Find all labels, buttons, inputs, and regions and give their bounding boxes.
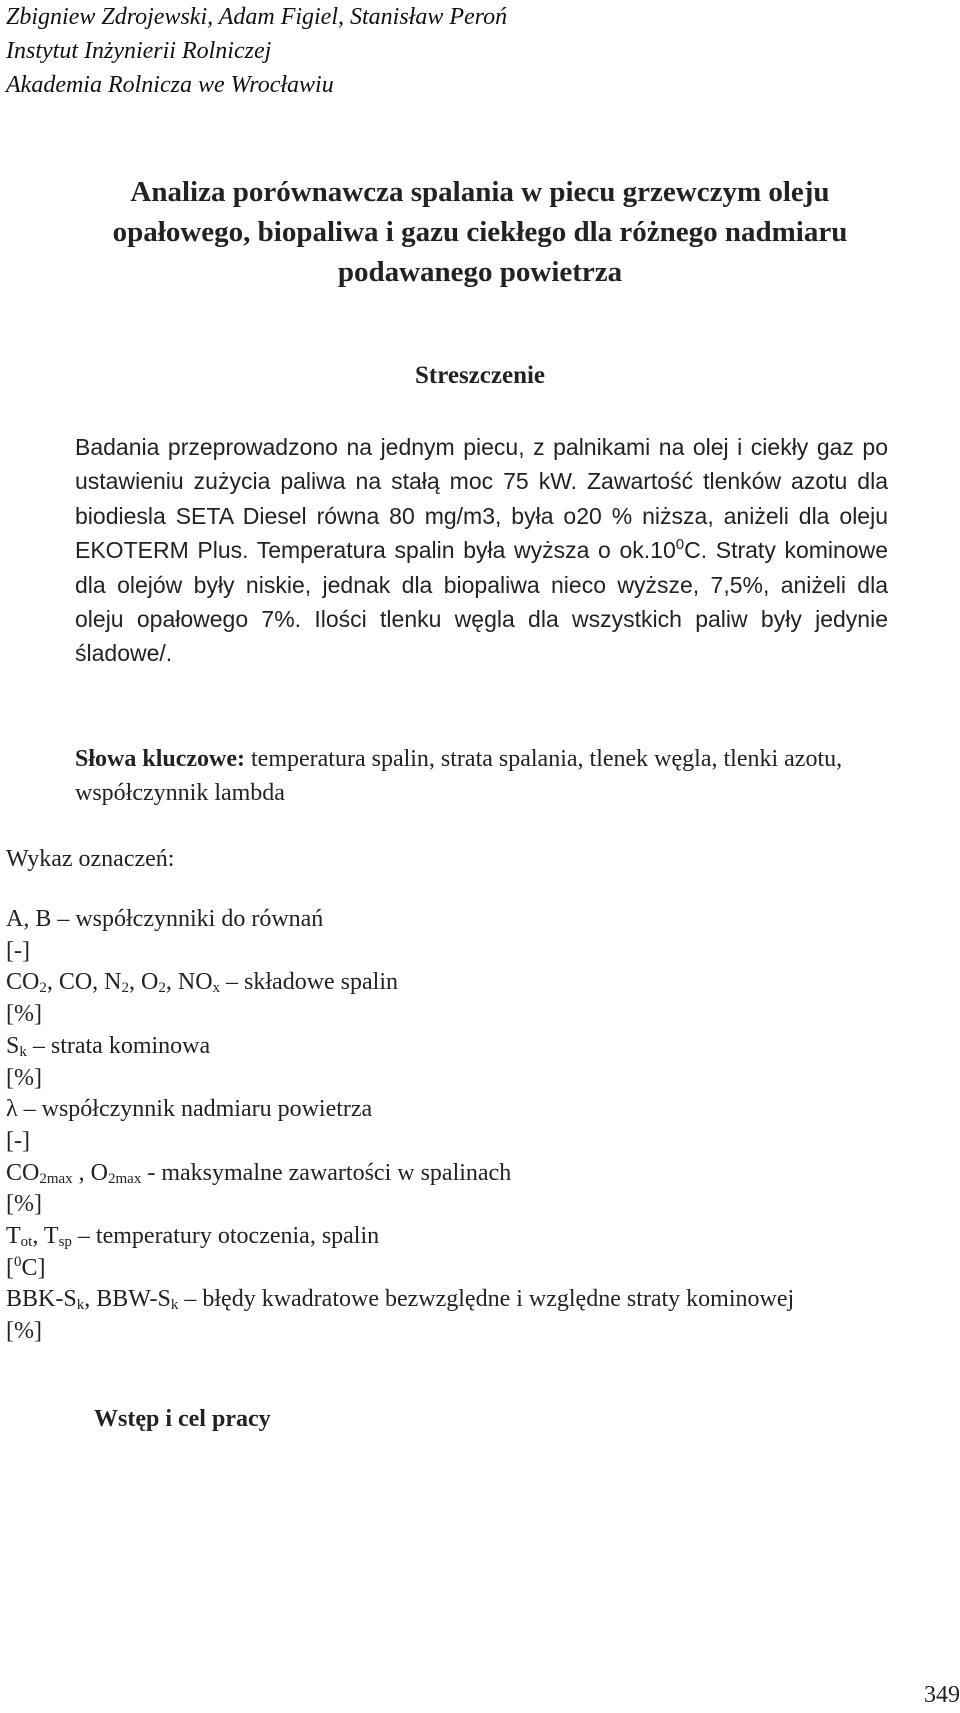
keywords-label: Słowa kluczowe: bbox=[75, 746, 245, 772]
symbol-unit: [-] bbox=[6, 1127, 30, 1154]
subscript: 2max bbox=[108, 1170, 142, 1187]
symbol-description: – temperatury otoczenia, spalin bbox=[71, 1223, 380, 1250]
symbol-unit: [%] bbox=[6, 1001, 42, 1028]
section-heading: Wstęp i cel pracy bbox=[94, 1406, 271, 1432]
subscript: 2 bbox=[39, 980, 47, 997]
symbol-text: A, B – współczynniki do równań bbox=[6, 906, 324, 932]
symbol-description: - maksymalne zawartości w spalinach bbox=[141, 1159, 512, 1186]
symbol-row bbox=[6, 1284, 956, 1316]
symbol-description: – strata kominowa bbox=[26, 1032, 211, 1059]
symbol-row bbox=[6, 1094, 956, 1126]
subscript: k bbox=[76, 1297, 85, 1314]
symbol-text: , CO, N bbox=[46, 969, 122, 996]
subscript: sp bbox=[58, 1234, 72, 1251]
symbol-text: S bbox=[6, 1032, 20, 1059]
subscript: 2 bbox=[121, 980, 130, 997]
subscript: k bbox=[170, 1297, 179, 1314]
abstract-text bbox=[75, 430, 888, 671]
symbol-unit: [%] bbox=[6, 1064, 42, 1091]
symbol-text: , T bbox=[32, 1223, 59, 1250]
symbol-row bbox=[6, 904, 956, 936]
title-line: Analiza porównawcza spalania w piecu grzewczym oleju bbox=[130, 176, 830, 208]
symbols-list bbox=[6, 904, 956, 1348]
symbols-heading: Wykaz oznaczeń: bbox=[6, 846, 175, 872]
page-number: 349 bbox=[924, 1682, 960, 1708]
symbol-text: CO bbox=[6, 1159, 40, 1186]
keywords bbox=[75, 742, 960, 810]
paper-title bbox=[20, 172, 940, 292]
author-block bbox=[6, 0, 507, 102]
symbol-text: CO bbox=[6, 969, 40, 996]
symbol-text: BBK-S bbox=[6, 1286, 77, 1313]
abstract-part-2: C. Straty kominowe dla olejów były niskie, jednak dla biopaliwa nieco wyższe, 7,5%, aniżeli dla oleju opałowego 7%. Ilości tlenku węgla dla wszystkich paliw były jedynie śladowe/. bbox=[75, 537, 888, 667]
unit-text: C] bbox=[21, 1254, 46, 1281]
symbol-text: T bbox=[6, 1223, 21, 1250]
symbol-unit: [-] bbox=[6, 937, 30, 964]
symbol-description: – składowe spalin bbox=[220, 969, 399, 996]
subscript: k bbox=[19, 1043, 27, 1060]
abstract-heading: Streszczenie bbox=[414, 362, 546, 389]
symbol-unit bbox=[6, 1253, 956, 1285]
symbol-text: , NO bbox=[165, 969, 213, 996]
author-institute: Instytut Inżynierii Rolniczej bbox=[6, 38, 272, 64]
symbol-unit: [%] bbox=[6, 1318, 42, 1345]
degree-superscript: 0 bbox=[675, 536, 685, 554]
author-university: Akademia Rolnicza we Wrocławiu bbox=[6, 72, 334, 98]
subscript: 2 bbox=[158, 980, 166, 997]
subscript: ot bbox=[20, 1234, 33, 1251]
degree-superscript: 0 bbox=[14, 1253, 22, 1270]
symbol-text: , O bbox=[72, 1159, 109, 1186]
symbol-row bbox=[6, 967, 956, 999]
author-names: Zbigniew Zdrojewski, Adam Figiel, Stanisław Peroń bbox=[6, 4, 508, 30]
symbol-text: , BBW-S bbox=[84, 1286, 171, 1313]
unit-text: [ bbox=[6, 1254, 14, 1281]
symbol-text: , O bbox=[129, 969, 159, 996]
title-line: opałowego, biopaliwa i gazu ciekłego dla różnego nadmiaru bbox=[112, 216, 848, 248]
symbol-row bbox=[6, 1158, 956, 1190]
subscript: 2max bbox=[39, 1170, 73, 1187]
symbol-unit: [%] bbox=[6, 1191, 42, 1218]
symbol-row bbox=[6, 1031, 956, 1063]
subscript: x bbox=[212, 980, 221, 997]
symbol-description: – błędy kwadratowe bezwzględne i względne straty kominowej bbox=[178, 1286, 795, 1313]
title-line: podawanego powietrza bbox=[337, 256, 623, 288]
abstract-part-1: Badania przeprowadzono na jednym piecu, z palnikami na olej i ciekły gaz po ustawieniu zużycia paliwa na stałą moc 75 kW. Zawartość tlenków azotu dla biodiesla SETA Diesel równa 80 mg/m3, była o20 % niższa, aniżeli dla oleju EKOTERM Plus. Temperatura spalin była wyższa o ok.10 bbox=[75, 434, 888, 564]
keywords-text: temperatura spalin, strata spalania, tlenek węgla, tlenki azotu, współczynnik lambda bbox=[75, 746, 843, 806]
symbol-row bbox=[6, 1221, 956, 1253]
symbol-text: λ – współczynnik nadmiaru powietrza bbox=[6, 1096, 373, 1123]
